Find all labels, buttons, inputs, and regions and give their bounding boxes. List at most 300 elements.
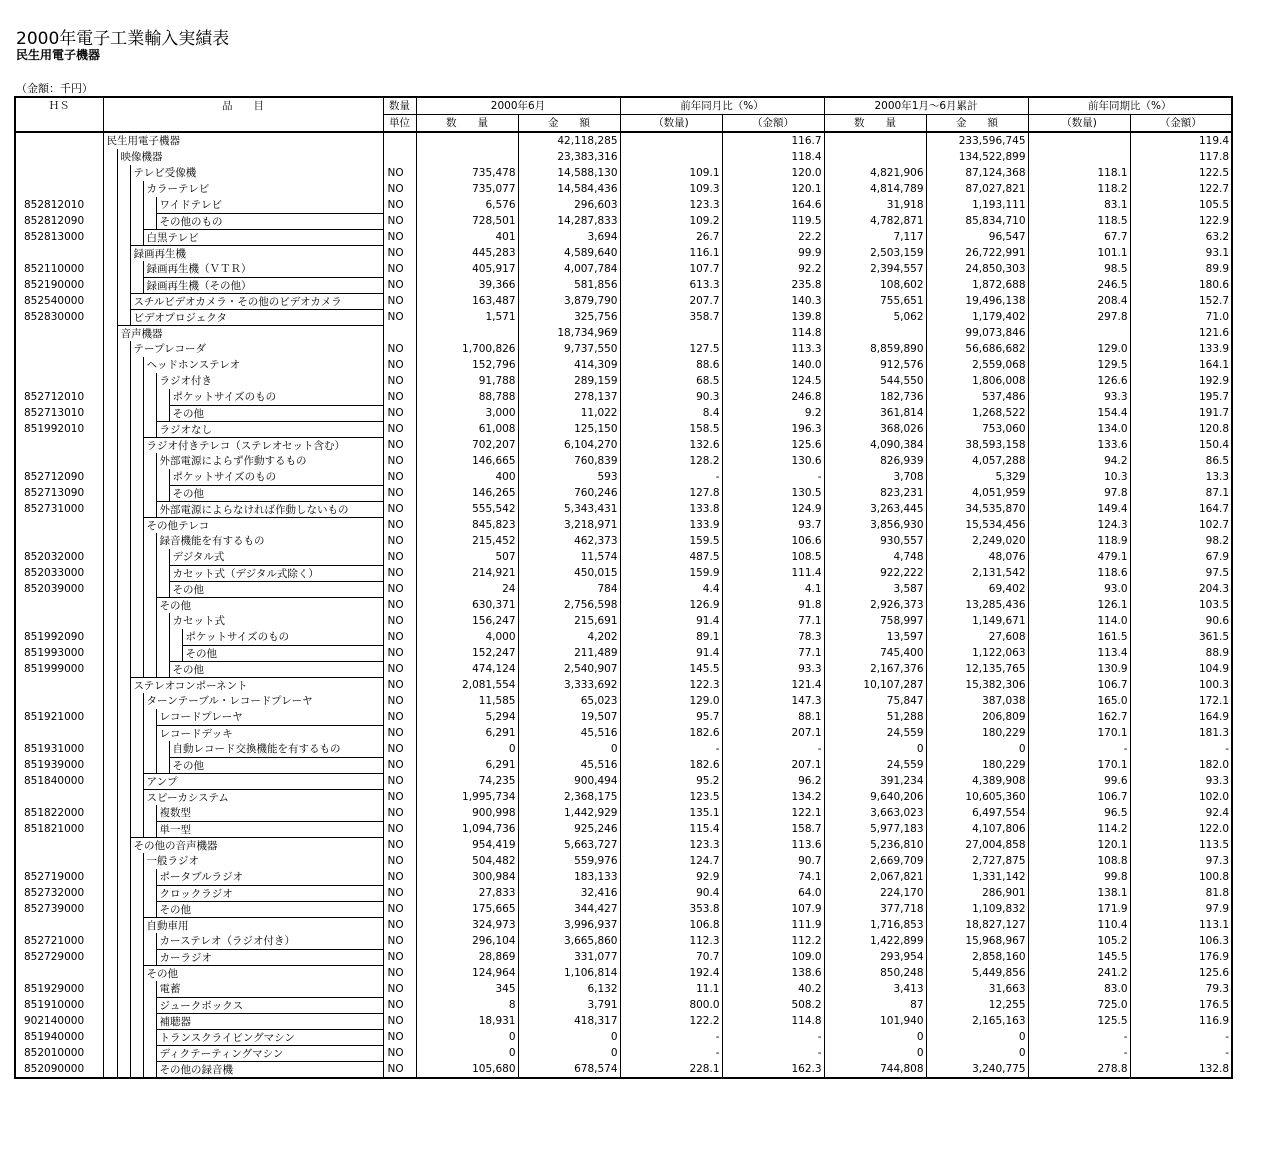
month-quantity	[416, 149, 518, 165]
cumulative-quantity: 87	[824, 997, 926, 1013]
cumulative-amount: 2,249,020	[926, 533, 1028, 549]
cumulative-yoy-amount: 180.6	[1130, 277, 1232, 293]
cumulative-amount: 1,193,111	[926, 197, 1028, 213]
hs-code	[15, 693, 103, 709]
month-quantity: 300,984	[416, 869, 518, 885]
month-yoy-quantity: 91.4	[620, 613, 722, 629]
item-name-cell	[103, 485, 383, 501]
quantity-unit: NO	[383, 901, 416, 917]
item-name-cell	[103, 469, 383, 485]
quantity-unit: NO	[383, 789, 416, 805]
cumulative-yoy-amount: 100.8	[1130, 869, 1232, 885]
month-yoy-amount: 139.8	[722, 309, 824, 325]
item-name-cell	[103, 197, 383, 213]
header-hs: ＨＳ	[15, 97, 103, 132]
month-yoy-quantity: 70.7	[620, 949, 722, 965]
cumulative-yoy-amount: 120.8	[1130, 421, 1232, 437]
cumulative-yoy-amount: 104.9	[1130, 661, 1232, 677]
item-name-cell	[103, 917, 383, 933]
month-yoy-quantity: 95.7	[620, 709, 722, 725]
cumulative-amount: 4,107,806	[926, 821, 1028, 837]
hs-code	[15, 517, 103, 533]
month-yoy-quantity: 126.9	[620, 597, 722, 613]
month-yoy-quantity: 90.3	[620, 389, 722, 405]
month-yoy-quantity: 123.3	[620, 197, 722, 213]
month-yoy-quantity: 133.8	[620, 501, 722, 517]
item-name-cell	[103, 149, 383, 165]
month-amount: 11,022	[518, 405, 620, 421]
cumulative-amount: 2,559,068	[926, 357, 1028, 373]
cumulative-yoy-amount: 102.0	[1130, 789, 1232, 805]
item-name: その他	[156, 597, 383, 613]
month-yoy-quantity	[620, 132, 722, 149]
item-name: テレビ受像機	[130, 165, 383, 181]
table-row	[15, 293, 1232, 309]
item-name-cell	[103, 341, 383, 357]
hs-code	[15, 325, 103, 341]
month-quantity: 74,235	[416, 773, 518, 789]
hs-code	[15, 725, 103, 741]
cumulative-amount: 1,179,402	[926, 309, 1028, 325]
cumulative-yoy-amount: 98.2	[1130, 533, 1232, 549]
cumulative-amount: 24,850,303	[926, 261, 1028, 277]
cumulative-yoy-amount: 102.7	[1130, 517, 1232, 533]
month-yoy-amount: 125.6	[722, 437, 824, 453]
cumulative-quantity: 4,748	[824, 549, 926, 565]
cumulative-yoy-amount: 86.5	[1130, 453, 1232, 469]
cumulative-yoy-quantity: 83.1	[1028, 197, 1130, 213]
hs-code	[15, 149, 103, 165]
table-row	[15, 805, 1232, 821]
cumulative-amount: 15,534,456	[926, 517, 1028, 533]
item-name-cell	[103, 293, 383, 309]
hs-code	[15, 437, 103, 453]
item-name: ラジオ付き	[156, 373, 383, 389]
header-item: 品 目	[103, 97, 383, 132]
quantity-unit: NO	[383, 917, 416, 933]
month-yoy-amount: 112.2	[722, 933, 824, 949]
cumulative-amount: 1,122,063	[926, 645, 1028, 661]
header-row-1	[15, 97, 1232, 115]
item-name-cell	[103, 245, 383, 261]
hs-code: 852190000	[15, 277, 103, 293]
quantity-unit: NO	[383, 853, 416, 869]
page-title: 2000年電子工業輸入実績表	[16, 29, 230, 49]
cumulative-yoy-amount: 113.1	[1130, 917, 1232, 933]
month-yoy-amount: 77.1	[722, 645, 824, 661]
page-subtitle: 民生用電子機器	[16, 48, 101, 62]
quantity-unit	[383, 132, 416, 149]
month-yoy-quantity: 358.7	[620, 309, 722, 325]
month-quantity: 504,482	[416, 853, 518, 869]
item-name-cell	[103, 1061, 383, 1078]
item-name: ワイドテレビ	[156, 197, 383, 213]
month-yoy-amount: 93.7	[722, 517, 824, 533]
table-row	[15, 917, 1232, 933]
month-yoy-amount: 138.6	[722, 965, 824, 981]
quantity-unit: NO	[383, 405, 416, 421]
cumulative-amount: 19,496,138	[926, 293, 1028, 309]
cumulative-yoy-quantity: 126.6	[1028, 373, 1130, 389]
cumulative-amount: 1,872,688	[926, 277, 1028, 293]
item-name-cell	[103, 132, 383, 149]
cumulative-yoy-quantity: 149.4	[1028, 501, 1130, 517]
month-amount: 325,756	[518, 309, 620, 325]
month-yoy-quantity: 133.9	[620, 517, 722, 533]
quantity-unit: NO	[383, 741, 416, 757]
hs-code	[15, 373, 103, 389]
quantity-unit: NO	[383, 757, 416, 773]
month-quantity: 474,124	[416, 661, 518, 677]
month-quantity: 11,585	[416, 693, 518, 709]
cumulative-amount: 15,968,967	[926, 933, 1028, 949]
cumulative-yoy-amount: 67.9	[1130, 549, 1232, 565]
cumulative-yoy-quantity: 118.2	[1028, 181, 1130, 197]
month-yoy-amount: 508.2	[722, 997, 824, 1013]
hs-code: 851999000	[15, 661, 103, 677]
month-amount: 0	[518, 741, 620, 757]
table-row	[15, 453, 1232, 469]
month-quantity: 1,995,734	[416, 789, 518, 805]
month-yoy-amount: 164.6	[722, 197, 824, 213]
cumulative-quantity: 2,394,557	[824, 261, 926, 277]
cumulative-amount: 387,038	[926, 693, 1028, 709]
cumulative-amount: 0	[926, 1029, 1028, 1045]
cumulative-amount: 38,593,158	[926, 437, 1028, 453]
item-name-cell	[103, 997, 383, 1013]
cumulative-quantity: 31,918	[824, 197, 926, 213]
item-name: ジュークボックス	[156, 997, 383, 1013]
item-name: 自動レコード交換機能を有するもの	[169, 741, 383, 757]
item-name-cell	[103, 213, 383, 229]
cumulative-quantity	[824, 132, 926, 149]
cumulative-yoy-amount: 164.7	[1130, 501, 1232, 517]
hs-code: 852032000	[15, 549, 103, 565]
month-quantity: 152,796	[416, 357, 518, 373]
month-yoy-quantity: 613.3	[620, 277, 722, 293]
cumulative-yoy-amount: 93.3	[1130, 773, 1232, 789]
cumulative-yoy-amount: 81.8	[1130, 885, 1232, 901]
cumulative-quantity: 361,814	[824, 405, 926, 421]
month-yoy-amount: 119.5	[722, 213, 824, 229]
cumulative-amount: 27,608	[926, 629, 1028, 645]
header-month-qty: 数 量	[416, 115, 518, 133]
item-name: 録画再生機（その他）	[143, 277, 383, 293]
month-yoy-quantity: 228.1	[620, 1061, 722, 1078]
month-yoy-amount: 99.9	[722, 245, 824, 261]
cumulative-quantity: 293,954	[824, 949, 926, 965]
item-name: 複数型	[156, 805, 383, 821]
cumulative-quantity: 10,107,287	[824, 677, 926, 693]
month-yoy-quantity: 123.5	[620, 789, 722, 805]
import-table	[14, 96, 1233, 1079]
cumulative-amount: 69,402	[926, 581, 1028, 597]
cumulative-yoy-amount: 89.9	[1130, 261, 1232, 277]
cumulative-amount: 5,449,856	[926, 965, 1028, 981]
month-quantity: 6,291	[416, 757, 518, 773]
cumulative-yoy-amount: 92.4	[1130, 805, 1232, 821]
header-qty-unit-bottom: 単位	[383, 115, 416, 133]
hs-code: 851940000	[15, 1029, 103, 1045]
table-row	[15, 933, 1232, 949]
month-amount: 784	[518, 581, 620, 597]
month-yoy-amount: 108.5	[722, 549, 824, 565]
cumulative-yoy-quantity: 93.0	[1028, 581, 1130, 597]
quantity-unit: NO	[383, 1013, 416, 1029]
month-amount: 414,309	[518, 357, 620, 373]
cumulative-yoy-quantity: 125.5	[1028, 1013, 1130, 1029]
item-name-cell	[103, 613, 383, 629]
hs-code: 851840000	[15, 773, 103, 789]
cumulative-amount: 87,027,821	[926, 181, 1028, 197]
month-quantity: 400	[416, 469, 518, 485]
item-name-cell	[103, 901, 383, 917]
item-name: 自動車用	[143, 917, 383, 933]
cumulative-yoy-quantity: 145.5	[1028, 949, 1130, 965]
month-amount: 215,691	[518, 613, 620, 629]
quantity-unit: NO	[383, 661, 416, 677]
quantity-unit: NO	[383, 197, 416, 213]
quantity-unit: NO	[383, 421, 416, 437]
item-name: その他	[169, 405, 383, 421]
header-qty-unit-top: 数量	[383, 97, 416, 115]
month-yoy-amount: 106.6	[722, 533, 824, 549]
item-name-cell	[103, 261, 383, 277]
cumulative-quantity: 75,847	[824, 693, 926, 709]
item-name: 白黒テレビ	[143, 229, 383, 245]
cumulative-amount: 1,149,671	[926, 613, 1028, 629]
cumulative-yoy-amount: 122.5	[1130, 165, 1232, 181]
month-quantity: 0	[416, 1029, 518, 1045]
cumulative-yoy-amount: 132.8	[1130, 1061, 1232, 1078]
table-row	[15, 197, 1232, 213]
table-row	[15, 693, 1232, 709]
cumulative-quantity: 2,926,373	[824, 597, 926, 613]
cumulative-yoy-quantity: -	[1028, 1029, 1130, 1045]
month-yoy-amount: 196.3	[722, 421, 824, 437]
item-name-cell	[103, 821, 383, 837]
cumulative-yoy-quantity: 170.1	[1028, 725, 1130, 741]
table-row	[15, 277, 1232, 293]
month-quantity: 6,576	[416, 197, 518, 213]
item-name-cell	[103, 533, 383, 549]
cumulative-yoy-quantity: 94.2	[1028, 453, 1130, 469]
table-row	[15, 1061, 1232, 1078]
cumulative-yoy-quantity: 118.9	[1028, 533, 1130, 549]
cumulative-quantity: 850,248	[824, 965, 926, 981]
hs-code	[15, 453, 103, 469]
hs-code: 852033000	[15, 565, 103, 581]
header-cumulative: 2000年1月～6月累計	[824, 97, 1028, 115]
hs-code: 852110000	[15, 261, 103, 277]
month-yoy-amount: 235.8	[722, 277, 824, 293]
hs-code	[15, 677, 103, 693]
table-row	[15, 357, 1232, 373]
cumulative-quantity: 930,557	[824, 533, 926, 549]
quantity-unit: NO	[383, 693, 416, 709]
month-amount: 45,516	[518, 725, 620, 741]
item-name-cell	[103, 1029, 383, 1045]
quantity-unit: NO	[383, 453, 416, 469]
table-row	[15, 245, 1232, 261]
month-quantity: 163,487	[416, 293, 518, 309]
month-amount: 18,734,969	[518, 325, 620, 341]
cumulative-quantity: 826,939	[824, 453, 926, 469]
cumulative-yoy-quantity: 241.2	[1028, 965, 1130, 981]
month-amount: 278,137	[518, 389, 620, 405]
cumulative-yoy-quantity: 96.5	[1028, 805, 1130, 821]
month-quantity: 88,788	[416, 389, 518, 405]
month-amount: 678,574	[518, 1061, 620, 1078]
item-name-cell	[103, 741, 383, 757]
cumulative-amount: 537,486	[926, 389, 1028, 405]
table-row	[15, 821, 1232, 837]
hs-code: 852812090	[15, 213, 103, 229]
hs-code	[15, 597, 103, 613]
cumulative-yoy-quantity: 99.6	[1028, 773, 1130, 789]
month-yoy-quantity: 487.5	[620, 549, 722, 565]
item-name: ポケットサイズのもの	[182, 629, 383, 645]
month-yoy-quantity	[620, 149, 722, 165]
month-yoy-quantity: 11.1	[620, 981, 722, 997]
cumulative-quantity: 391,234	[824, 773, 926, 789]
month-quantity: 735,077	[416, 181, 518, 197]
cumulative-yoy-quantity: 114.0	[1028, 613, 1130, 629]
cumulative-yoy-amount: 71.0	[1130, 309, 1232, 325]
header-cum-amt: 金 額	[926, 115, 1028, 133]
cumulative-quantity: 544,550	[824, 373, 926, 389]
cumulative-yoy-amount: 63.2	[1130, 229, 1232, 245]
quantity-unit: NO	[383, 261, 416, 277]
cumulative-yoy-amount: 87.1	[1130, 485, 1232, 501]
month-amount: 183,133	[518, 869, 620, 885]
cumulative-yoy-amount: 121.6	[1130, 325, 1232, 341]
quantity-unit: NO	[383, 1045, 416, 1061]
cumulative-yoy-amount: 122.9	[1130, 213, 1232, 229]
table-row	[15, 837, 1232, 853]
cumulative-yoy-quantity: 130.9	[1028, 661, 1130, 677]
month-yoy-quantity: 132.6	[620, 437, 722, 453]
item-name-cell	[103, 709, 383, 725]
item-name: 補聴器	[156, 1013, 383, 1029]
cumulative-yoy-amount: -	[1130, 1045, 1232, 1061]
month-yoy-quantity: 68.5	[620, 373, 722, 389]
item-name: 映像機器	[117, 149, 383, 165]
month-amount: 32,416	[518, 885, 620, 901]
cumulative-amount: 2,727,875	[926, 853, 1028, 869]
cumulative-amount: 1,331,142	[926, 869, 1028, 885]
cumulative-quantity: 912,576	[824, 357, 926, 373]
month-amount: 4,202	[518, 629, 620, 645]
month-yoy-quantity: 122.3	[620, 677, 722, 693]
cumulative-yoy-amount: 133.9	[1130, 341, 1232, 357]
cumulative-yoy-amount: 150.4	[1130, 437, 1232, 453]
month-amount: 344,427	[518, 901, 620, 917]
cumulative-quantity: 13,597	[824, 629, 926, 645]
cumulative-amount: 26,722,991	[926, 245, 1028, 261]
table-row	[15, 181, 1232, 197]
month-yoy-amount: 121.4	[722, 677, 824, 693]
cumulative-yoy-quantity: 246.5	[1028, 277, 1130, 293]
header-month-yoy: 前年同月比（%）	[620, 97, 824, 115]
month-amount: 296,603	[518, 197, 620, 213]
hs-code	[15, 853, 103, 869]
cumulative-amount: 6,497,554	[926, 805, 1028, 821]
month-yoy-amount: 140.0	[722, 357, 824, 373]
item-name-cell	[103, 693, 383, 709]
cumulative-quantity	[824, 325, 926, 341]
cumulative-amount: 1,806,008	[926, 373, 1028, 389]
cumulative-yoy-amount: 181.3	[1130, 725, 1232, 741]
hs-code: 852712090	[15, 469, 103, 485]
item-name: その他	[156, 901, 383, 917]
month-yoy-quantity: 800.0	[620, 997, 722, 1013]
item-name-cell	[103, 949, 383, 965]
month-quantity: 105,680	[416, 1061, 518, 1078]
item-name-cell	[103, 165, 383, 181]
cumulative-amount: 4,389,908	[926, 773, 1028, 789]
item-name-cell	[103, 661, 383, 677]
cumulative-yoy-quantity: 105.2	[1028, 933, 1130, 949]
month-amount: 65,023	[518, 693, 620, 709]
cumulative-quantity: 101,940	[824, 1013, 926, 1029]
quantity-unit: NO	[383, 389, 416, 405]
header-month-yoy-amt: （金額）	[722, 115, 824, 133]
cumulative-yoy-amount: 79.3	[1130, 981, 1232, 997]
month-yoy-amount: 111.4	[722, 565, 824, 581]
cumulative-yoy-amount: -	[1130, 741, 1232, 757]
cumulative-amount: 2,131,542	[926, 565, 1028, 581]
month-amount: 3,791	[518, 997, 620, 1013]
item-name: ラジオ付きテレコ（ステレオセット含む）	[143, 437, 383, 453]
month-yoy-quantity: 91.4	[620, 645, 722, 661]
month-amount: 4,589,640	[518, 245, 620, 261]
table-row	[15, 132, 1232, 149]
month-quantity: 845,823	[416, 517, 518, 533]
hs-code: 852090000	[15, 1061, 103, 1078]
hs-code	[15, 917, 103, 933]
month-amount: 5,663,727	[518, 837, 620, 853]
table-row	[15, 261, 1232, 277]
table-row	[15, 949, 1232, 965]
cumulative-yoy-quantity: 725.0	[1028, 997, 1130, 1013]
month-yoy-amount: 207.1	[722, 757, 824, 773]
item-name: クロックラジオ	[156, 885, 383, 901]
month-yoy-quantity: 115.4	[620, 821, 722, 837]
quantity-unit: NO	[383, 181, 416, 197]
hs-code: 851992010	[15, 421, 103, 437]
month-amount: 3,333,692	[518, 677, 620, 693]
month-yoy-amount: 92.2	[722, 261, 824, 277]
month-yoy-amount: 74.1	[722, 869, 824, 885]
cumulative-amount: 56,686,682	[926, 341, 1028, 357]
hs-code: 852719000	[15, 869, 103, 885]
cumulative-quantity: 7,117	[824, 229, 926, 245]
item-name-cell	[103, 501, 383, 517]
month-yoy-quantity: -	[620, 469, 722, 485]
item-name: ステレオコンポーネント	[130, 677, 383, 693]
cumulative-amount: 2,165,163	[926, 1013, 1028, 1029]
header-cum-qty: 数 量	[824, 115, 926, 133]
hs-code	[15, 965, 103, 981]
cumulative-amount: 15,382,306	[926, 677, 1028, 693]
cumulative-yoy-amount: 361.5	[1130, 629, 1232, 645]
month-yoy-amount: 114.8	[722, 1013, 824, 1029]
cumulative-yoy-quantity: 162.7	[1028, 709, 1130, 725]
item-name-cell	[103, 277, 383, 293]
item-name: その他	[169, 757, 383, 773]
month-yoy-amount: 4.1	[722, 581, 824, 597]
